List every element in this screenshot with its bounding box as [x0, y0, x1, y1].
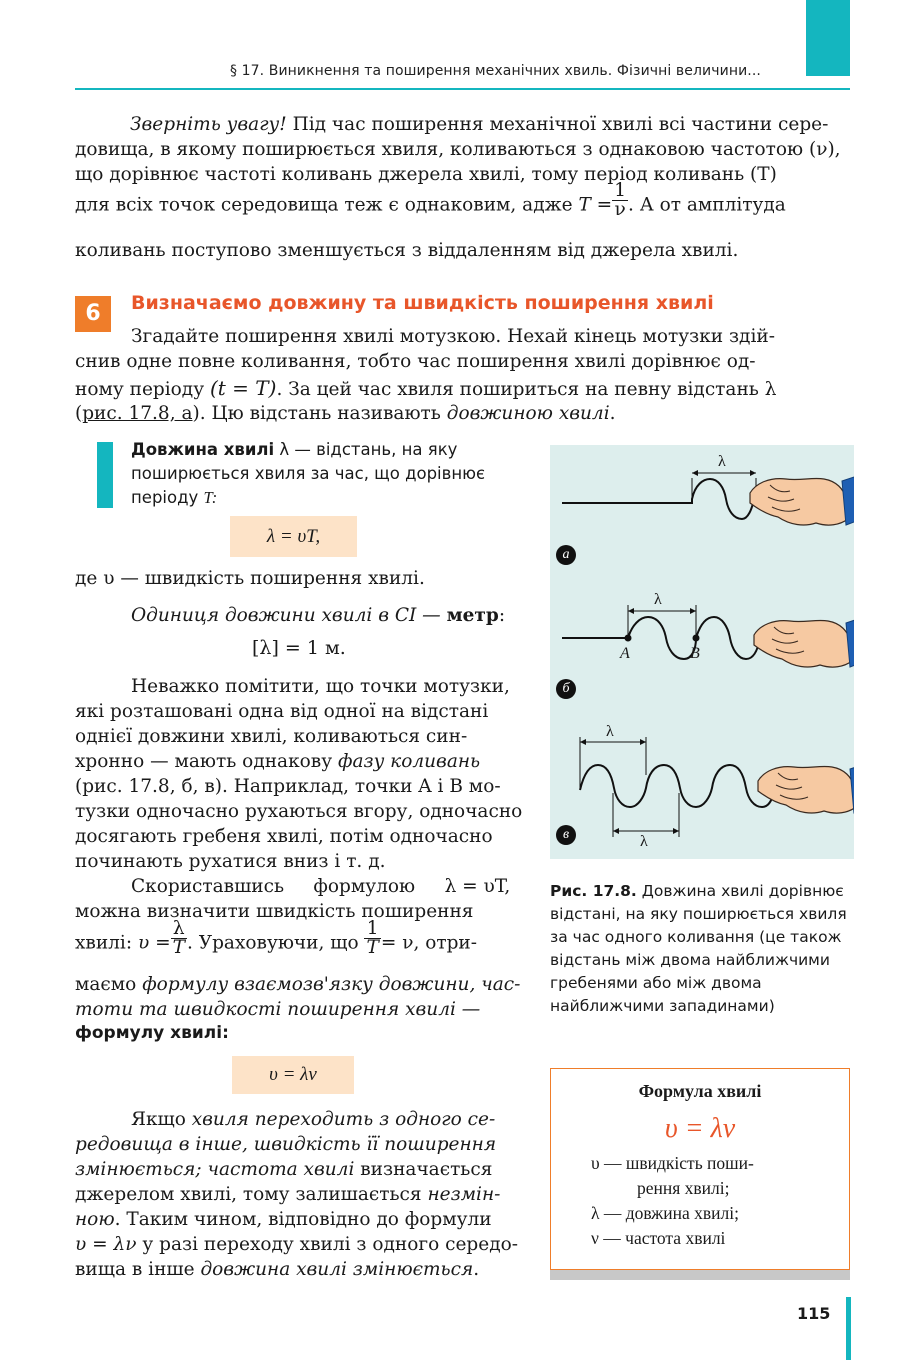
wave-formula-card-line-4: ν — частота хвилі: [591, 1228, 726, 1248]
p3-line-4-a: маємо: [75, 974, 143, 995]
wavelength-term: довжиною хвилі: [446, 403, 610, 424]
si-unit-text: Одиниця довжини хвилі в СІ —: [131, 605, 447, 626]
panel-label-b: б: [556, 679, 576, 699]
page-number-bar: [846, 1297, 851, 1360]
p4-line-4-term: незмін-: [427, 1184, 501, 1205]
freq-fraction-den: T: [366, 937, 379, 958]
p4-line-5: [75, 1207, 492, 1232]
lambda-label-b: λ: [654, 591, 662, 608]
period-dot: .: [609, 403, 616, 424]
p4-line-4-text: джерелом хвилі, тому залишається: [75, 1184, 428, 1205]
p4-line-1-a: Якщо: [131, 1109, 192, 1130]
wave-formula-card-title: Формула хвилі: [638, 1081, 762, 1101]
section-p1-line-3-b: . За цей час хвиля пошириться на певну відстань λ: [276, 379, 777, 400]
si-unit-name: метр: [446, 605, 499, 626]
p4-line-1: [131, 1107, 495, 1132]
si-unit-formula: [λ] = 1 м.: [252, 637, 346, 659]
p2-line-4-text: хронно — мають однакову: [75, 751, 338, 772]
p4-line-3-term: змінюється; частота хвилі: [75, 1159, 355, 1180]
point-a-label: A: [620, 645, 630, 662]
p3-line-4-term: формулу взаємозв'язку довжини, час-: [142, 974, 521, 995]
definition-text: [131, 438, 514, 510]
lambda-label-c-bottom: λ: [640, 833, 648, 850]
p3-line-3: [75, 918, 478, 958]
wave-formula-card: [550, 1068, 850, 1270]
p4-line-5-text: . Таким чином, відповідно до формули: [114, 1209, 492, 1230]
freq-fraction-num: 1: [364, 920, 380, 939]
intro-line-3: що дорівнює частоті коливань джерела хвилі, тому період коливань (T): [75, 164, 777, 185]
section-p1-line-2: снив одне повне коливання, тобто час поширення хвилі дорівнює од-: [75, 351, 756, 372]
wave-formula-colon: :: [222, 1023, 229, 1043]
si-unit-line: [131, 603, 505, 628]
phase-term: фазу коливань: [337, 751, 481, 772]
section-p1-line-4: [75, 401, 616, 426]
speed-fraction-num: λ: [171, 920, 187, 939]
definition-term: Довжина хвилі: [131, 440, 275, 459]
intro-line-5: коливань поступово зменшується з віддаленням від джерела хвилі.: [75, 240, 739, 261]
wavelength-formula-box: λ = υT,: [230, 516, 357, 557]
p4-line-6: [75, 1232, 518, 1257]
wave-formula-card-line-1: υ — швидкість поши-: [591, 1153, 754, 1173]
p3-line-3-a: хвилі:: [75, 932, 138, 954]
p4-line-6-formula: υ = λν: [75, 1234, 137, 1255]
speed-fraction-den: T: [172, 937, 185, 958]
figure-caption-label: Рис. 17.8.: [550, 882, 637, 900]
p4-line-6-text: у разі переходу хвилі з одного середо-: [136, 1234, 518, 1255]
figure-svg: [550, 445, 854, 859]
intro-line-4-a: для всіх точок середовища теж є однаковим, адже: [75, 194, 579, 216]
p3-line-3-b: . Ураховуючи, що: [186, 932, 365, 954]
definition-bar: [97, 442, 113, 508]
wave-formula-card-line-2: рення хвилі;: [637, 1178, 730, 1198]
figure-ref-a[interactable]: рис. 17.8, а: [82, 403, 193, 424]
p3-line-2: можна визначити швидкість поширення: [75, 901, 474, 922]
p4-line-7: [75, 1257, 479, 1282]
p3-line-5: тоти та швидкості поширення хвилі —: [75, 999, 481, 1020]
p2-line-1: Неважко помітити, що точки мотузки,: [131, 676, 510, 697]
intro-line-4-b: . А от амплітуда: [627, 194, 786, 216]
p3-line-3-c: = ν, отри-: [380, 932, 478, 954]
figure-panel-a: [562, 470, 854, 525]
period-fraction: [612, 182, 628, 219]
p2-line-5: (рис. 17.8, б, в). Наприклад, точки A і B мо-: [75, 776, 501, 797]
p3-line-1: Скориставшись формулою λ = υT,: [131, 876, 511, 897]
attention-label: Зверніть увагу!: [130, 114, 287, 135]
section-p1-line-4-b: ). Цю відстань називають: [192, 403, 447, 424]
intro-line-2: довища, в якому поширюється хвиля, коливаються з однаковою частотою (ν),: [75, 139, 841, 160]
period-equality: (t = T): [209, 376, 277, 400]
wave-formula-card-line-3: λ — довжина хвилі;: [591, 1203, 739, 1223]
p3-line-4: [75, 972, 520, 997]
p4-line-1-term: хвиля переходить з одного се-: [191, 1109, 496, 1130]
p4-line-3: [75, 1157, 492, 1182]
p4-line-3-text: визначається: [354, 1159, 493, 1180]
running-title: § 17. Виникнення та поширення механічних хвиль. Фізичні величини...: [230, 63, 761, 79]
p4-line-7-dot: .: [473, 1259, 480, 1280]
header-rule: [75, 88, 850, 90]
figure-caption-text: Довжина хвилі дорівнює відстані, на яку поширюється хвиля за час одного коливання (це також відстань між двома найближчими гребенями або між двома найближчими западинами): [550, 882, 847, 1015]
hand-icon: [754, 617, 854, 667]
section-p1-line-3-a: ному періоду: [75, 379, 210, 400]
speed-definition: де υ — швидкість поширення хвилі.: [75, 568, 425, 589]
paren-open: (: [75, 403, 83, 424]
speed-fraction: [171, 920, 187, 957]
wave-formula-box: υ = λν: [232, 1056, 354, 1094]
p2-line-6: тузки одночасно рухаються вгору, одночасно: [75, 801, 523, 822]
speed-lhs: υ =: [137, 932, 171, 954]
p4-line-5-term: ною: [75, 1209, 115, 1230]
p2-line-3: однієї довжини хвилі, коливаються син-: [75, 726, 468, 747]
p2-line-4: [75, 749, 480, 774]
period-fraction-num: 1: [614, 180, 626, 201]
figure-caption: [550, 880, 850, 1018]
page-number: 115: [797, 1304, 831, 1323]
panel-label-a: а: [556, 545, 576, 565]
period-fraction-den: ν: [614, 199, 626, 220]
figure-panel-b: [562, 605, 854, 667]
p4-line-7-text: вища в інше: [75, 1259, 201, 1280]
wave-formula-name: формулу хвилі: [75, 1023, 223, 1043]
figure-17-8: [550, 445, 854, 859]
hand-icon: [750, 475, 854, 525]
figure-panel-c: [580, 737, 854, 837]
wave-formula-card-formula: υ = λν: [664, 1113, 736, 1144]
section-p1-line-1: Згадайте поширення хвилі мотузкою. Нехай кінець мотузки здій-: [131, 326, 775, 347]
p2-line-2: які розташовані одна від одної на відстані: [75, 701, 489, 722]
p4-line-4: [75, 1182, 500, 1207]
freq-fraction: [364, 920, 380, 957]
p4-line-7-term: довжина хвилі змінюється: [200, 1259, 474, 1280]
p2-line-7: досягають гребеня хвилі, потім одночасно: [75, 826, 493, 847]
intro-line-1: [75, 112, 850, 137]
intro-line-4: [75, 180, 786, 220]
corner-tab: [806, 0, 850, 76]
point-b-label: B: [690, 645, 700, 662]
period-formula-lhs: T =: [578, 194, 613, 216]
lambda-label-c-top: λ: [606, 723, 614, 740]
definition-period: T:: [203, 488, 218, 507]
section-title: Визначаємо довжину та швидкість поширення хвилі: [131, 292, 714, 314]
panel-label-c: в: [556, 825, 576, 845]
lambda-label-a: λ: [718, 453, 726, 470]
si-unit-colon: :: [498, 605, 506, 626]
p4-line-2: редовища в інше, швидкість її поширення: [75, 1134, 497, 1155]
section-p1-line-3: [75, 376, 776, 402]
intro-line-1-text: Під час поширення механічної хвилі всі частини сере-: [286, 114, 829, 135]
hand-icon: [758, 763, 854, 813]
p3-line-6: [75, 1023, 229, 1043]
p2-line-8: починають рухатися вниз і т. д.: [75, 851, 386, 872]
definition-body: λ — відстань, на яку поширюється хвиля за час, що дорівнює періоду: [131, 440, 486, 507]
section-number-badge: 6: [75, 296, 111, 332]
